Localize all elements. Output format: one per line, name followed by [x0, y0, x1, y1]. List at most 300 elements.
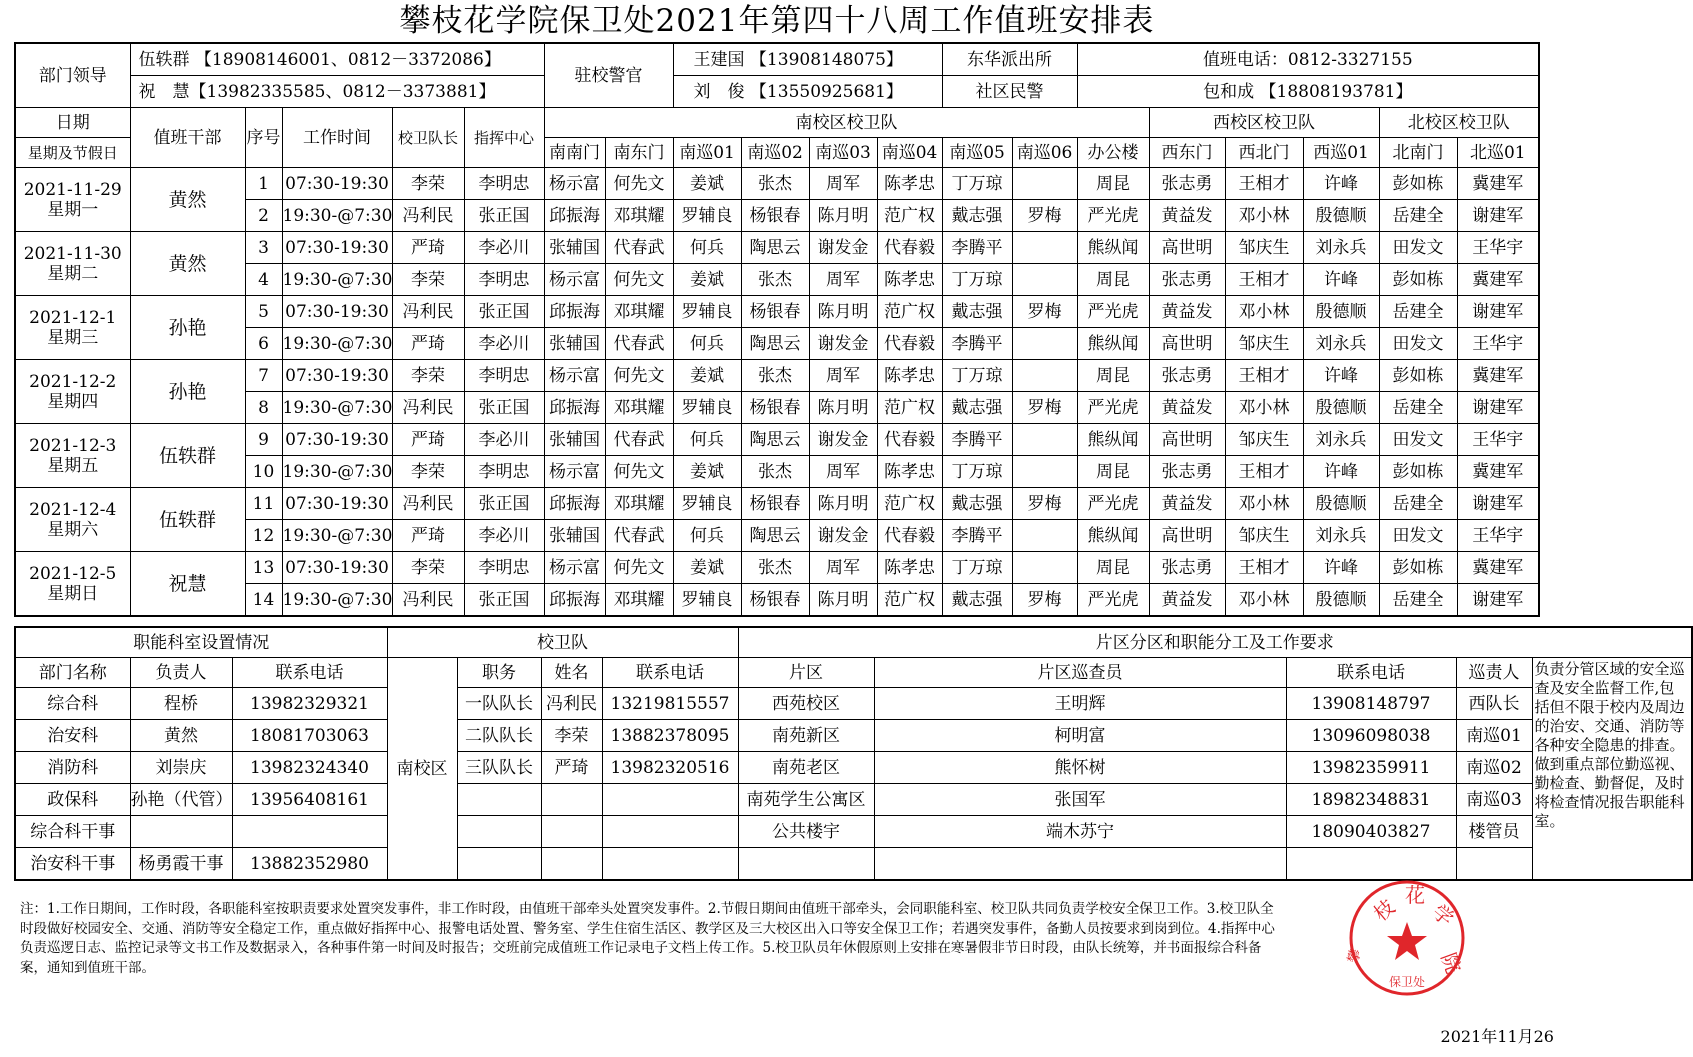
- guard-cell: [1012, 264, 1077, 296]
- guard-cell: 高世明: [1149, 424, 1225, 456]
- guard-cell: 谢发金: [809, 520, 877, 552]
- table-row: [15, 232, 1539, 264]
- guard-cell: 陈月明: [809, 392, 877, 424]
- guard-cell: 彭如栋: [1379, 360, 1457, 392]
- svg-text:保卫处: 保卫处: [1389, 975, 1426, 989]
- guard-cell: 丁万琼: [942, 264, 1012, 296]
- weekday-text: 星期六: [47, 519, 99, 540]
- guard-header: 姓名: [541, 658, 602, 688]
- zone-resp: 楼管员: [1456, 816, 1532, 848]
- seq-cell: 2: [245, 200, 282, 232]
- command-cell: 李明忠: [464, 168, 544, 200]
- guard-cell: 周军: [809, 264, 877, 296]
- guard-cell: 罗梅: [1012, 584, 1077, 617]
- table-cell: [457, 784, 541, 816]
- guard-cell: 谢发金: [809, 232, 877, 264]
- table-cell: [457, 816, 541, 848]
- guard-cell: 刘永兵: [1303, 424, 1379, 456]
- office-phone: [232, 816, 387, 848]
- guard-cell: 岳建全: [1379, 584, 1457, 617]
- table-cell: [541, 784, 602, 816]
- guard-cell: 邓琪耀: [605, 584, 673, 617]
- seq-cell: 7: [245, 360, 282, 392]
- time-cell: 07:30-19:30: [282, 552, 392, 584]
- guard-cell: 代春毅: [877, 328, 942, 360]
- leader-1: 伍轶群 【18908146001、0812－3372086】: [130, 43, 544, 76]
- guard-cell: 许峰: [1303, 456, 1379, 488]
- guard-cell: 杨示富: [544, 552, 605, 584]
- guard-cell: 罗辅良: [673, 584, 741, 617]
- duty-schedule-table: [14, 42, 1540, 617]
- time-cell: 07:30-19:30: [282, 296, 392, 328]
- guard-cell: 熊纵闻: [1077, 232, 1149, 264]
- guard-cell: 杨银春: [741, 488, 809, 520]
- time-cell: 07:30-19:30: [282, 232, 392, 264]
- date-cell: [15, 360, 130, 424]
- guard-cell: 邱振海: [544, 488, 605, 520]
- office-head: 程桥: [130, 688, 232, 720]
- zone-resp: 南巡02: [1456, 752, 1532, 784]
- guard-cell: 邱振海: [544, 584, 605, 617]
- table-cell: [1286, 848, 1456, 881]
- table-cell: [541, 848, 602, 881]
- zone-inspector: 柯明富: [874, 720, 1286, 752]
- zone-inspector: 张国军: [874, 784, 1286, 816]
- guard-cell: 殷德顺: [1303, 584, 1379, 617]
- guard-cell: 邹庆生: [1225, 328, 1303, 360]
- duty-phone: 值班电话：0812-3327155: [1077, 43, 1539, 76]
- time-cell: 07:30-19:30: [282, 488, 392, 520]
- guard-cell: 陈月明: [809, 296, 877, 328]
- table-row: [15, 552, 1539, 584]
- seq-cell: 12: [245, 520, 282, 552]
- guard-cell: [1012, 424, 1077, 456]
- zone-resp: 南巡03: [1456, 784, 1532, 816]
- guard-cell: 刘永兵: [1303, 520, 1379, 552]
- guard-phone: 13219815557: [602, 688, 738, 720]
- guard-header: 职务: [457, 658, 541, 688]
- table-row: [15, 816, 1692, 848]
- office-name: 治安科干事: [15, 848, 130, 881]
- guard-cell: 杨示富: [544, 456, 605, 488]
- weekday-text: 星期五: [47, 455, 99, 476]
- guard-cell: 彭如栋: [1379, 168, 1457, 200]
- guard-cell: 王相才: [1225, 456, 1303, 488]
- guard-cell: 王相才: [1225, 168, 1303, 200]
- command-cell: 李明忠: [464, 264, 544, 296]
- guard-cell: 周军: [809, 360, 877, 392]
- zone-inspector: 王明辉: [874, 688, 1286, 720]
- guard-cell: 周昆: [1077, 360, 1149, 392]
- table-row: [15, 752, 1692, 784]
- post-label: 南巡04: [877, 138, 942, 168]
- guard-cell: 岳建全: [1379, 488, 1457, 520]
- command-cell: 张正国: [464, 392, 544, 424]
- guard-cell: 岳建全: [1379, 200, 1457, 232]
- office-name: 政保科: [15, 784, 130, 816]
- guard-cell: 严光虎: [1077, 296, 1149, 328]
- guard-cell: 王相才: [1225, 552, 1303, 584]
- date-text: 2021-12-5: [29, 563, 117, 584]
- guard-cell: 高世明: [1149, 232, 1225, 264]
- guard-cell: 谢建军: [1457, 488, 1539, 520]
- north-group-label: 北校区校卫队: [1379, 108, 1539, 138]
- guard-cell: 张辅国: [544, 424, 605, 456]
- police-1: 王建国 【13908148075】: [673, 43, 942, 76]
- guard-cell: 许峰: [1303, 168, 1379, 200]
- cadre-label: 值班干部: [130, 108, 245, 168]
- seq-label: 序号: [245, 108, 282, 168]
- guard-cell: 戴志强: [942, 488, 1012, 520]
- zone-area: 南苑老区: [738, 752, 874, 784]
- table-row: [15, 784, 1692, 816]
- guard-cell: 王相才: [1225, 264, 1303, 296]
- guard-cell: 严光虎: [1077, 488, 1149, 520]
- date-cell: [15, 552, 130, 617]
- office-phone: 13956408161: [232, 784, 387, 816]
- office-header: 负责人: [130, 658, 232, 688]
- guard-cell: 田发文: [1379, 232, 1457, 264]
- date-cell: [15, 424, 130, 488]
- guard-cell: 黄益发: [1149, 392, 1225, 424]
- campus-cell: 南校区: [387, 658, 457, 881]
- cadre-cell: 黄然: [130, 232, 245, 296]
- guard-cell: 戴志强: [942, 584, 1012, 617]
- guard-cell: 田发文: [1379, 520, 1457, 552]
- guard-cell: 戴志强: [942, 200, 1012, 232]
- weekday-label: 星期及节假日: [15, 138, 130, 168]
- guard-cell: 高世明: [1149, 328, 1225, 360]
- guard-cell: 罗辅良: [673, 488, 741, 520]
- seq-cell: 1: [245, 168, 282, 200]
- guard-cell: 罗辅良: [673, 392, 741, 424]
- zone-phone: 13908148797: [1286, 688, 1456, 720]
- date-text: 2021-11-30: [23, 243, 122, 264]
- time-cell: 07:30-19:30: [282, 360, 392, 392]
- guard-cell: 陈月明: [809, 584, 877, 617]
- guard-cell: 陈孝忠: [877, 552, 942, 584]
- guard-cell: 张志勇: [1149, 168, 1225, 200]
- guard-cell: 陈孝忠: [877, 360, 942, 392]
- footnote: 注：1.工作日期间，工作时段，各职能科室按职责要求处置突发事件，非工作时段，由值班干部牵头处置突发事件。2.节假日期间由值班干部牵头，会同职能科室、校卫队共同负责学校安全保卫工作。3.校卫队全时段做好校园安全、交通、消防等安全稳定工作，重点做好指挥中心、报警电话处置、警务室、学生住宿生活区、教学区及三大校区出入口等安全保卫工作；若遇突发事件，备勤人员按要求到岗到位。4.指挥中心负责巡逻日志、监控记录等文书工作及数据录入，各种事件第一时间及时报告；交班前完成值班工作记录电子文档上传工作。5.校卫队员年休假原则上安排在寒暑假非节日时段，由队长统筹，并书面报综合科备案，通知到值班干部。: [20, 901, 1275, 976]
- svg-text:枝: 枝: [1368, 894, 1400, 926]
- table-cell: [738, 848, 874, 881]
- guard-title: 校卫队: [387, 627, 738, 658]
- guard-cell: 邓小林: [1225, 200, 1303, 232]
- guard-cell: 彭如栋: [1379, 552, 1457, 584]
- zone-header: 联系电话: [1286, 658, 1456, 688]
- zone-phone: 13096098038: [1286, 720, 1456, 752]
- guard-cell: 张杰: [741, 552, 809, 584]
- captain-cell: 严琦: [392, 520, 464, 552]
- command-cell: 李明忠: [464, 360, 544, 392]
- time-label: 工作时间: [282, 108, 392, 168]
- post-label: 西北门: [1225, 138, 1303, 168]
- seq-cell: 10: [245, 456, 282, 488]
- svg-text:院: 院: [1436, 949, 1466, 977]
- zone-header: 巡责人: [1456, 658, 1532, 688]
- seq-cell: 13: [245, 552, 282, 584]
- guard-cell: 张辅国: [544, 328, 605, 360]
- post-label: 南巡03: [809, 138, 877, 168]
- zone-phone: 18982348831: [1286, 784, 1456, 816]
- weekday-text: 星期一: [47, 199, 99, 220]
- post-label: 南东门: [605, 138, 673, 168]
- guard-cell: 冀建军: [1457, 168, 1539, 200]
- zone-area: 南苑学生公寓区: [738, 784, 874, 816]
- zone-inspector: 熊怀树: [874, 752, 1286, 784]
- guard-cell: 谢建军: [1457, 584, 1539, 617]
- weekday-text: 星期三: [47, 327, 99, 348]
- guard-cell: 邹庆生: [1225, 424, 1303, 456]
- guard-cell: 姜斌: [673, 456, 741, 488]
- guard-cell: 张志勇: [1149, 264, 1225, 296]
- guard-cell: 刘永兵: [1303, 328, 1379, 360]
- zone-header: 片区巡查员: [874, 658, 1286, 688]
- guard-cell: 邓小林: [1225, 584, 1303, 617]
- seq-cell: 4: [245, 264, 282, 296]
- guard-cell: 谢发金: [809, 424, 877, 456]
- guard-cell: 邱振海: [544, 392, 605, 424]
- guard-cell: 罗梅: [1012, 392, 1077, 424]
- date-cell: [15, 168, 130, 232]
- guard-cell: 冀建军: [1457, 264, 1539, 296]
- guard-cell: 邱振海: [544, 296, 605, 328]
- guard-cell: 何兵: [673, 232, 741, 264]
- issue-date: 2021年11月26: [1440, 1027, 1554, 1046]
- office-header: 部门名称: [15, 658, 130, 688]
- guard-cell: 姜斌: [673, 168, 741, 200]
- guard-cell: 张志勇: [1149, 552, 1225, 584]
- table-row: [15, 76, 1539, 108]
- guard-cell: 陶思云: [741, 424, 809, 456]
- guard-cell: 张杰: [741, 456, 809, 488]
- table-row: [15, 108, 1539, 138]
- office-name: 消防科: [15, 752, 130, 784]
- post-label: 南巡02: [741, 138, 809, 168]
- guard-cell: 范广权: [877, 584, 942, 617]
- guard-cell: 何先文: [605, 552, 673, 584]
- weekday-text: 星期二: [47, 263, 99, 284]
- guard-cell: 杨银春: [741, 296, 809, 328]
- guard-cell: 陶思云: [741, 520, 809, 552]
- lower-info-table: [14, 626, 1693, 881]
- guard-cell: 代春毅: [877, 520, 942, 552]
- guard-cell: 黄益发: [1149, 584, 1225, 617]
- offices-title: 职能科室设置情况: [15, 627, 387, 658]
- guard-cell: 岳建全: [1379, 296, 1457, 328]
- date-text: 2021-11-29: [23, 179, 122, 200]
- zones-title: 片区分区和职能分工及工作要求: [738, 627, 1692, 658]
- west-group-label: 西校区校卫队: [1149, 108, 1379, 138]
- svg-text:攀: 攀: [1345, 947, 1365, 966]
- guard-cell: 何先文: [605, 168, 673, 200]
- table-row: [15, 168, 1539, 200]
- cadre-cell: 孙艳: [130, 360, 245, 424]
- time-cell: 19:30-@7:30: [282, 456, 392, 488]
- office-head: [130, 816, 232, 848]
- guard-cell: 罗梅: [1012, 200, 1077, 232]
- guard-cell: 代春武: [605, 328, 673, 360]
- command-cell: 李必川: [464, 232, 544, 264]
- guard-cell: 陈孝忠: [877, 456, 942, 488]
- guard-cell: 陈孝忠: [877, 264, 942, 296]
- office-head: 黄然: [130, 720, 232, 752]
- table-cell: [602, 784, 738, 816]
- guard-cell: 熊纵闻: [1077, 520, 1149, 552]
- cadre-cell: 伍轶群: [130, 424, 245, 488]
- guard-cell: 周昆: [1077, 168, 1149, 200]
- captain-cell: 李荣: [392, 264, 464, 296]
- police-2: 刘 俊 【13550925681】: [673, 76, 942, 108]
- svg-text:花: 花: [1405, 883, 1425, 907]
- guard-cell: 戴志强: [942, 296, 1012, 328]
- guard-cell: 王相才: [1225, 360, 1303, 392]
- post-label: 南巡01: [673, 138, 741, 168]
- date-cell: [15, 296, 130, 360]
- time-cell: 07:30-19:30: [282, 424, 392, 456]
- guard-phone: 13982320516: [602, 752, 738, 784]
- guard-cell: 何先文: [605, 264, 673, 296]
- captain-cell: 李荣: [392, 456, 464, 488]
- guard-cell: 丁万琼: [942, 360, 1012, 392]
- guard-phone: 13882378095: [602, 720, 738, 752]
- zone-area: 南苑新区: [738, 720, 874, 752]
- guard-cell: 周军: [809, 552, 877, 584]
- guard-cell: 戴志强: [942, 392, 1012, 424]
- date-text: 2021-12-3: [29, 435, 117, 456]
- guard-cell: 代春武: [605, 232, 673, 264]
- guard-cell: 丁万琼: [942, 168, 1012, 200]
- guard-cell: 张辅国: [544, 520, 605, 552]
- weekday-text: 星期四: [47, 391, 99, 412]
- guard-cell: 许峰: [1303, 552, 1379, 584]
- guard-cell: 代春毅: [877, 424, 942, 456]
- guard-cell: 邓小林: [1225, 392, 1303, 424]
- post-label: 南巡05: [942, 138, 1012, 168]
- guard-cell: 刘永兵: [1303, 232, 1379, 264]
- table-row: [15, 360, 1539, 392]
- duty-description: 负责分管区域的安全巡查及安全监督工作,包括但不限于校内及周边的治安、交通、消防等各种安全隐患的排查。做到重点部位勤巡视、勤检查、勤督促，及时将检查情况报告职能科室。: [1532, 658, 1692, 881]
- office-name: 综合科: [15, 688, 130, 720]
- guard-cell: 杨示富: [544, 264, 605, 296]
- leader-2: 祝 慧【13982335585、0812－3373881】: [130, 76, 544, 108]
- guard-cell: 周昆: [1077, 456, 1149, 488]
- post-label: 西东门: [1149, 138, 1225, 168]
- command-cell: 张正国: [464, 200, 544, 232]
- guard-cell: 邹庆生: [1225, 520, 1303, 552]
- guard-cell: 田发文: [1379, 424, 1457, 456]
- table-cell: [602, 816, 738, 848]
- captain-cell: 李荣: [392, 168, 464, 200]
- guard-cell: 王华宇: [1457, 424, 1539, 456]
- date-text: 2021-12-4: [29, 499, 117, 520]
- guard-cell: 周军: [809, 168, 877, 200]
- office-phone: 13982324340: [232, 752, 387, 784]
- seq-cell: 8: [245, 392, 282, 424]
- guard-cell: 邓小林: [1225, 488, 1303, 520]
- post-label: 南南门: [544, 138, 605, 168]
- command-cell: 李必川: [464, 328, 544, 360]
- south-group-label: 南校区校卫队: [544, 108, 1149, 138]
- guard-cell: 何先文: [605, 360, 673, 392]
- post-label: 西巡01: [1303, 138, 1379, 168]
- time-cell: 19:30-@7:30: [282, 264, 392, 296]
- seq-cell: 14: [245, 584, 282, 617]
- guard-cell: 何兵: [673, 328, 741, 360]
- office-phone: 13982329321: [232, 688, 387, 720]
- guard-cell: 代春武: [605, 424, 673, 456]
- date-label: 日期: [15, 108, 130, 138]
- guard-cell: 王华宇: [1457, 232, 1539, 264]
- guard-cell: 邓琪耀: [605, 392, 673, 424]
- guard-cell: 高世明: [1149, 520, 1225, 552]
- office-head: 刘崇庆: [130, 752, 232, 784]
- guard-cell: 冀建军: [1457, 456, 1539, 488]
- station-label: 社区民警: [942, 76, 1077, 108]
- cadre-cell: 黄然: [130, 168, 245, 232]
- date-text: 2021-12-2: [29, 371, 117, 392]
- guard-cell: 丁万琼: [942, 552, 1012, 584]
- time-cell: 19:30-@7:30: [282, 392, 392, 424]
- date-text: 2021-12-1: [29, 307, 117, 328]
- post-label: 办公楼: [1077, 138, 1149, 168]
- guard-cell: 代春毅: [877, 232, 942, 264]
- guard-cell: 陶思云: [741, 328, 809, 360]
- guard-cell: 殷德顺: [1303, 200, 1379, 232]
- security-office-seal: [1347, 878, 1467, 998]
- guard-cell: 李腾平: [942, 328, 1012, 360]
- guard-cell: [1012, 456, 1077, 488]
- guard-cell: 张志勇: [1149, 360, 1225, 392]
- guard-cell: 张辅国: [544, 232, 605, 264]
- guard-cell: 杨银春: [741, 200, 809, 232]
- guard-cell: 罗梅: [1012, 488, 1077, 520]
- command-cell: 李明忠: [464, 552, 544, 584]
- seq-cell: 5: [245, 296, 282, 328]
- guard-cell: [1012, 168, 1077, 200]
- guard-cell: 李腾平: [942, 232, 1012, 264]
- table-row: [15, 296, 1539, 328]
- time-cell: 19:30-@7:30: [282, 584, 392, 617]
- guard-cell: 严光虎: [1077, 392, 1149, 424]
- captain-cell: 冯利民: [392, 392, 464, 424]
- guard-cell: 周昆: [1077, 264, 1149, 296]
- guard-cell: 谢发金: [809, 328, 877, 360]
- guard-cell: 张志勇: [1149, 456, 1225, 488]
- guard-cell: 严光虎: [1077, 200, 1149, 232]
- guard-cell: 罗辅良: [673, 200, 741, 232]
- guard-cell: 冀建军: [1457, 552, 1539, 584]
- captain-cell: 冯利民: [392, 488, 464, 520]
- table-row: [15, 848, 1692, 881]
- guard-cell: [1012, 232, 1077, 264]
- guard-cell: 陶思云: [741, 232, 809, 264]
- office-head: 杨勇霞干事: [130, 848, 232, 881]
- command-cell: 李必川: [464, 520, 544, 552]
- command-cell: 张正国: [464, 296, 544, 328]
- guard-cell: 范广权: [877, 296, 942, 328]
- table-row: [15, 627, 1692, 658]
- dept-leader-label: 部门领导: [15, 43, 130, 108]
- table-row: [15, 424, 1539, 456]
- guard-cell: 姜斌: [673, 264, 741, 296]
- guard-cell: 谢建军: [1457, 296, 1539, 328]
- captain-cell: 严琦: [392, 232, 464, 264]
- command-cell: 李明忠: [464, 456, 544, 488]
- guard-cell: 陈月明: [809, 200, 877, 232]
- guard-name: 李荣: [541, 720, 602, 752]
